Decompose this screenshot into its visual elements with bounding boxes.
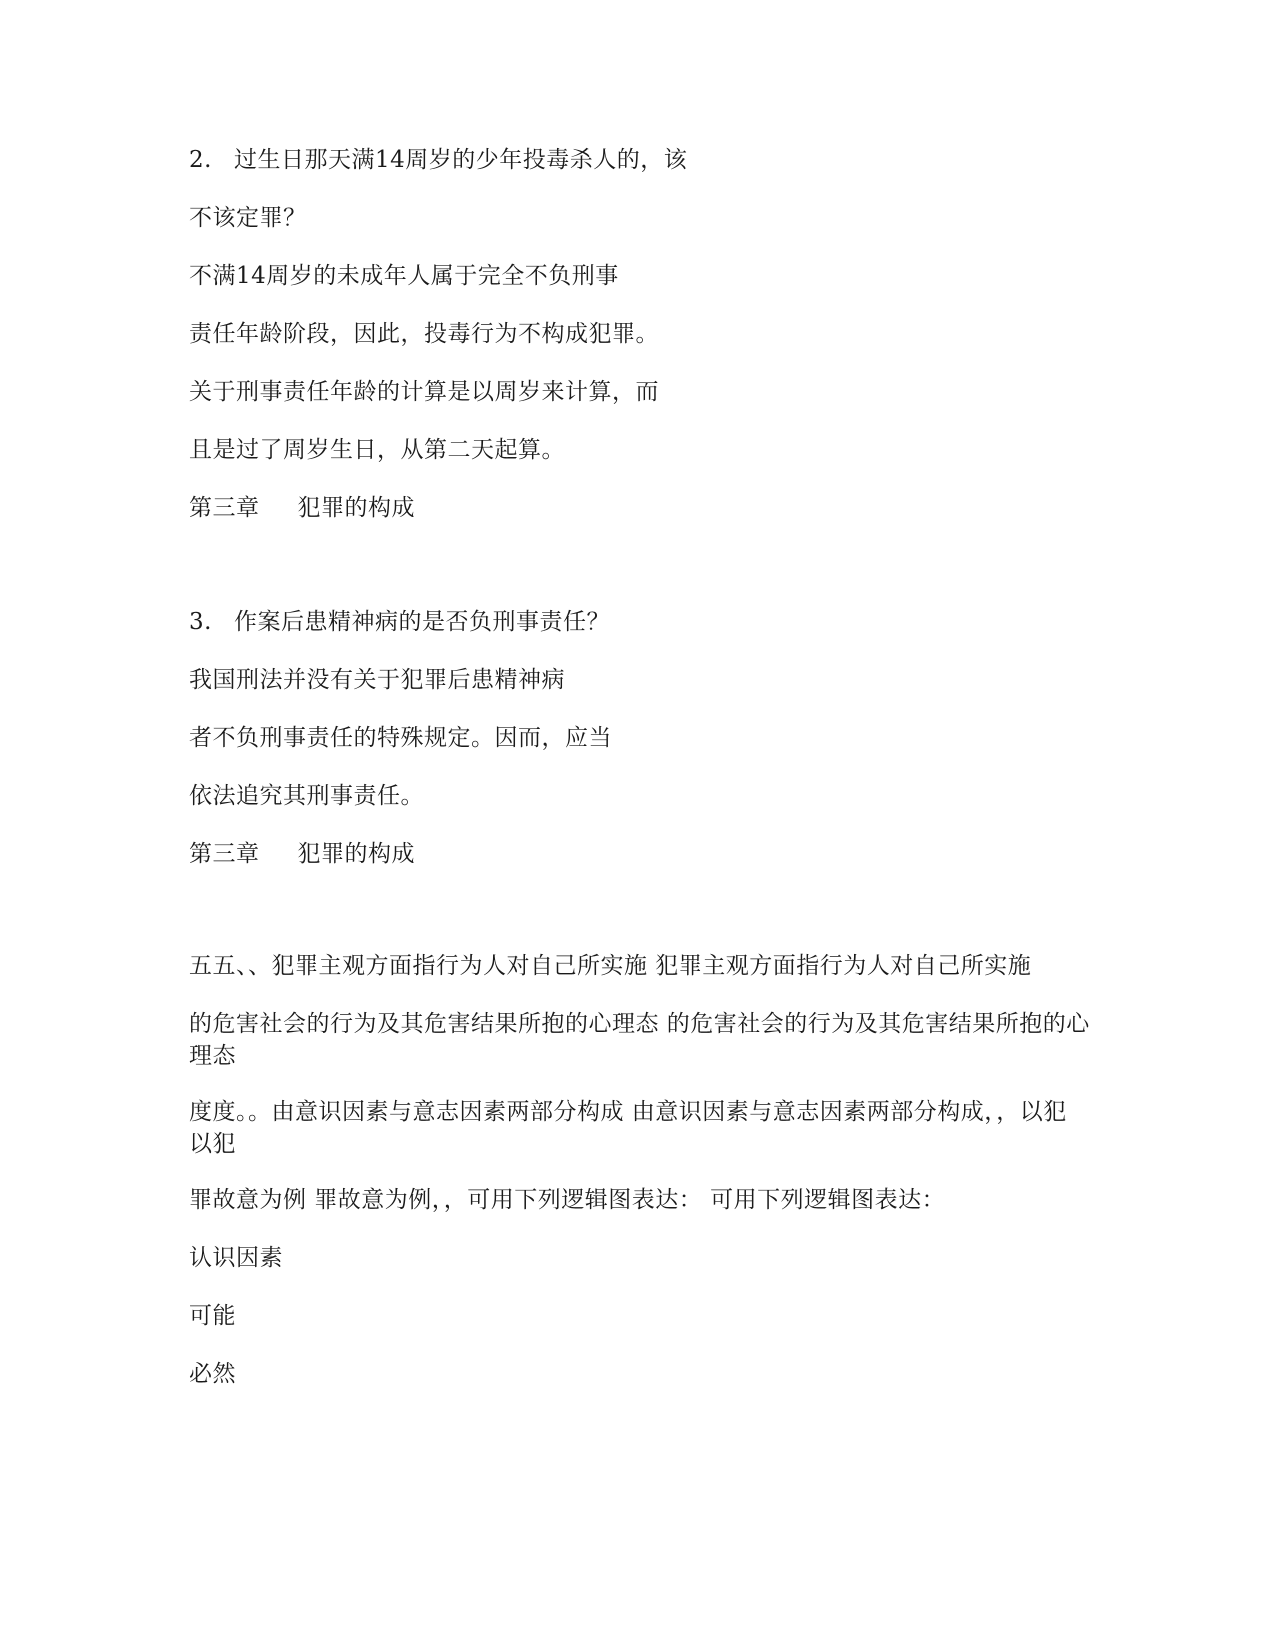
question-3-text: 作案后患精神病的是否负刑事责任？ [233,609,610,635]
list-item: 必然 [189,1361,236,1387]
question-2 [189,144,687,176]
answer-2-line-2: 责任年龄阶段，因此，投毒行为不构成犯罪。 [189,321,659,347]
question-3 [189,606,610,638]
chapter-heading-1 [189,492,415,524]
answer-2-line-3: 关于刑事责任年龄的计算是以周岁来计算，而 [189,379,659,405]
question-2-text-line-1: 过生日那天满14周岁的少年投毒杀人的，该 [233,147,688,173]
paragraph-line-2: 的危害社会的行为及其危害结果所抱的心理态 的危害社会的行为及其危害结果所抱的心理态 [189,1011,1090,1069]
paragraph-line-1: 五五、、犯罪主观方面指行为人对自己所实施 犯罪主观方面指行为人对自己所实施 [189,953,1032,979]
answer-3-line-3: 依法追究其刑事责任。 [189,783,424,809]
question-2-number: 2. [189,147,212,173]
list-item: 认识因素 [189,1245,283,1271]
paragraph-line-3: 度度。。由意识因素与意志因素两部分构成 由意识因素与意志因素两部分构成，，以犯 以犯 [189,1099,1067,1157]
chapter-label: 第三章 [189,495,260,521]
paragraph-line-4: 罪故意为例 罪故意为例，，可用下列逻辑图表达： 可用下列逻辑图表达： [189,1187,946,1213]
answer-2-line-4: 且是过了周岁生日，从第二天起算。 [189,437,565,463]
list-item: 可能 [189,1303,236,1329]
chapter-label: 第三章 [189,841,260,867]
answer-2-line-1: 不满14周岁的未成年人属于完全不负刑事 [189,263,619,289]
question-2-text-line-2: 不该定罪？ [189,205,307,231]
chapter-heading-2 [189,838,415,870]
question-3-number: 3. [189,609,212,635]
chapter-title: 犯罪的构成 [297,495,415,521]
answer-3-line-2: 者不负刑事责任的特殊规定。因而，应当 [189,725,612,751]
answer-3-line-1: 我国刑法并没有关于犯罪后患精神病 [189,667,565,693]
chapter-title: 犯罪的构成 [297,841,415,867]
